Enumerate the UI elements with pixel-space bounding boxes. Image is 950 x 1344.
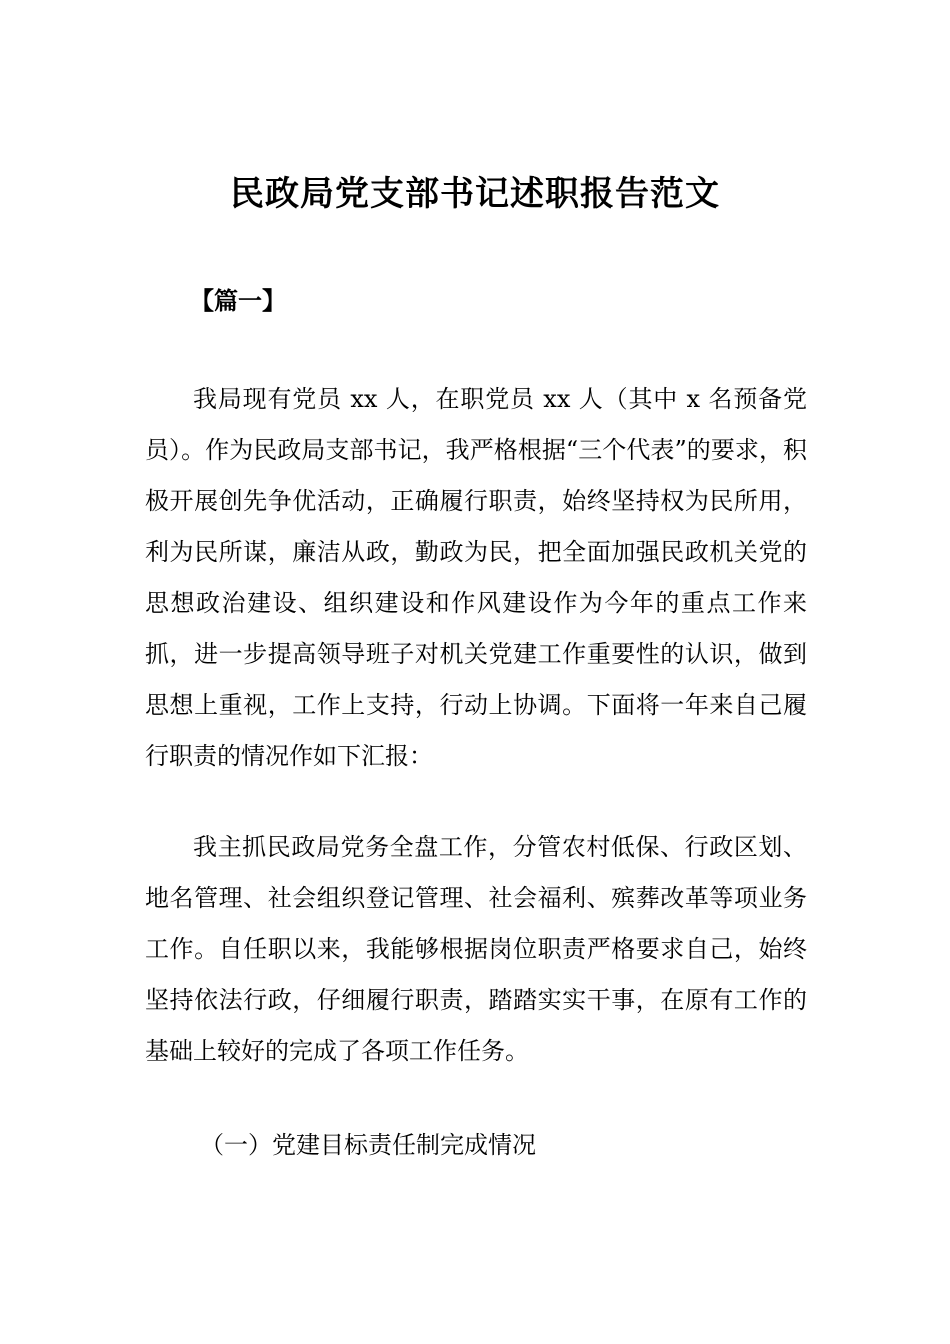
paragraph-duties: 我主抓民政局党务全盘工作，分管农村低保、行政区划、地名管理、社会组织登记管理、社会福利、殡葬改革等项业务工作。自任职以来，我能够根据岗位职责严格要求自己，始终坚持依法行政，仔细履行职责，踏踏实实干事，在原有工作的基础上较好的完成了各项工作任务。 [145, 833, 807, 1065]
document-title: 民政局党支部书记述职报告范文 [230, 174, 720, 214]
section-label: 【篇一】 [190, 287, 286, 315]
subheading-party-building: （一）党建目标责任制完成情况 [200, 1131, 536, 1159]
paragraph-intro: 我局现有党员 xx 人，在职党员 xx 人（其中 x 名预备党员）。作为民政局支部书记，我严格根据“三个代表”的要求，积极开展创先争优活动，正确履行职责，始终坚持权为民所用，利为民所谋，廉洁从政，勤政为民，把全面加强民政机关党的思想政治建设、组织建设和作风建设作为今年的重点工作来抓，进一步提高领导班子对机关党建工作重要性的认识，做到思想上重视，工作上支持，行动上协调。下面将一年来自己履行职责的情况作如下汇报： [145, 385, 807, 770]
